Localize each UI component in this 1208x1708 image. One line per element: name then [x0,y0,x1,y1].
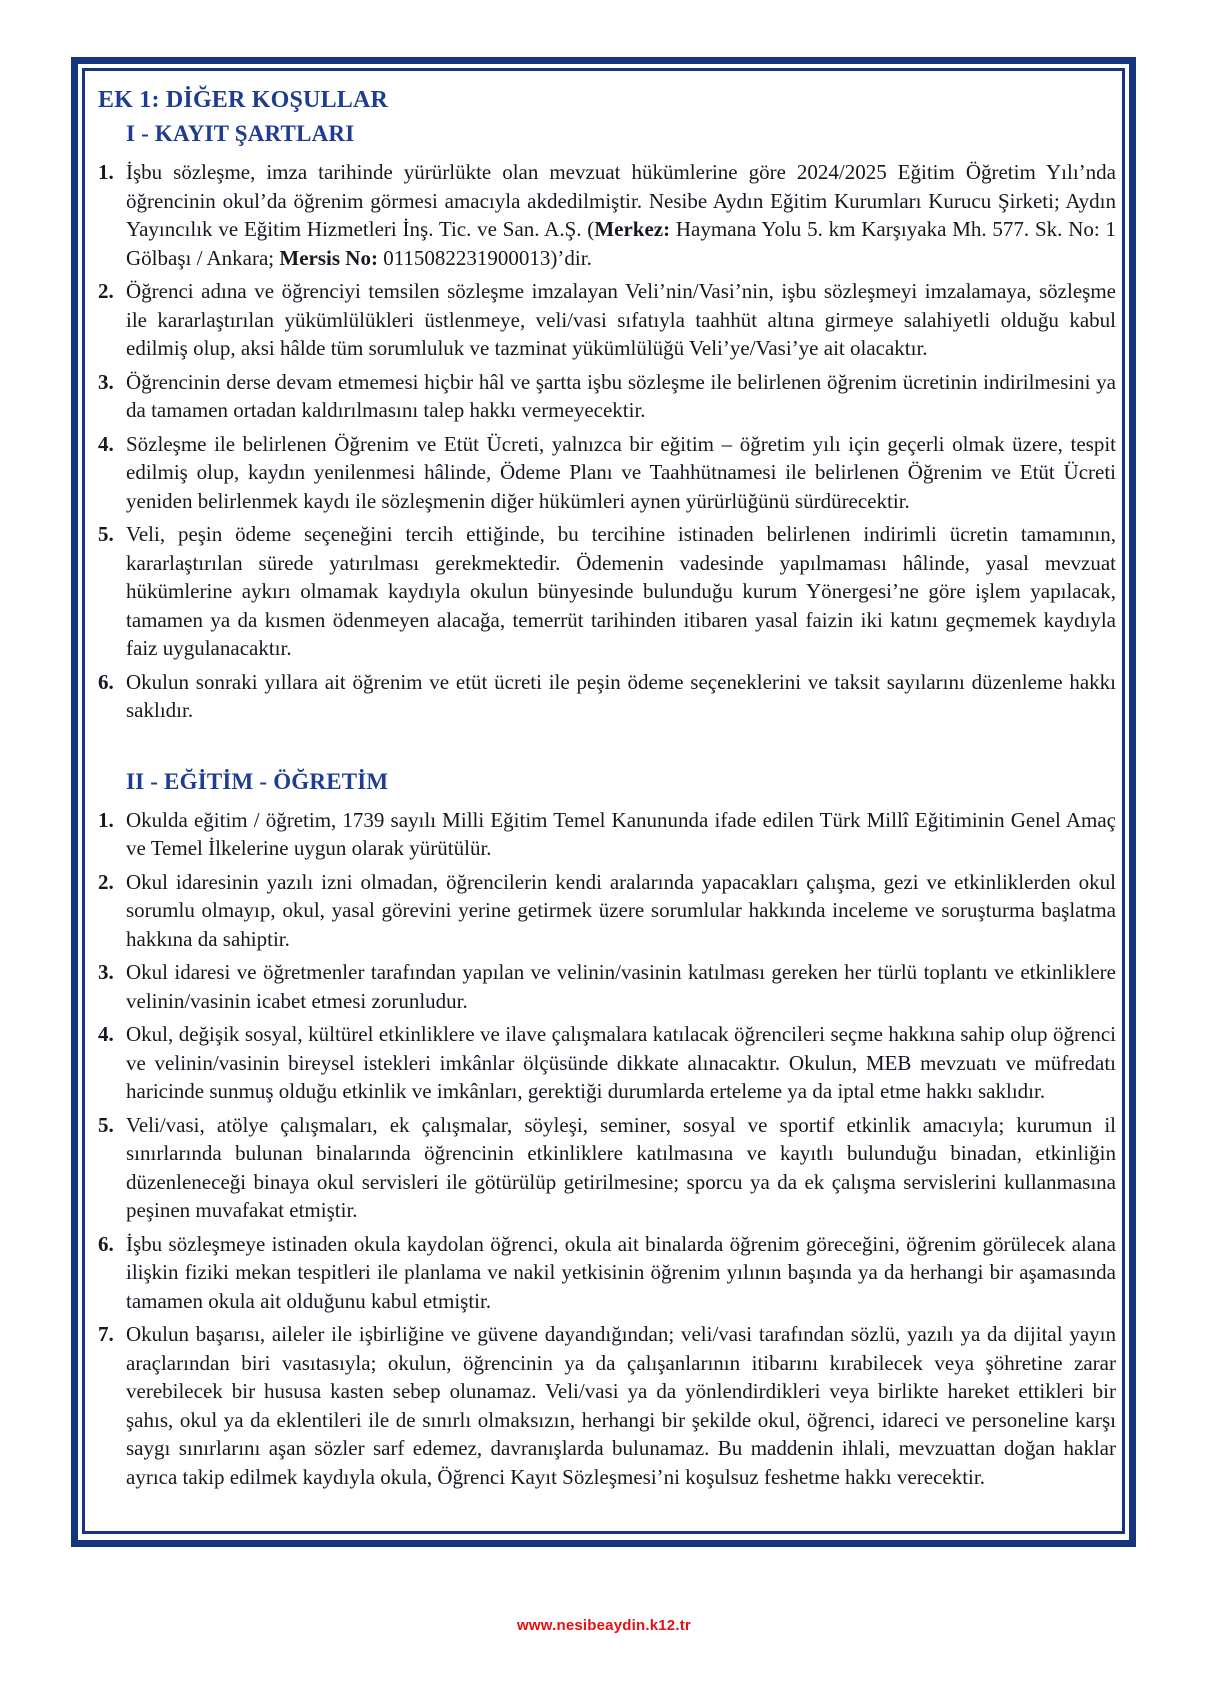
item-text [126,158,1116,272]
item-number: 2. [98,869,114,894]
section-kayit-sartlari [96,119,1116,725]
item-text: Sözleşme ile belirlenen Öğrenim ve Etüt Ücreti, yalnızca bir eğitim – öğretim yılı için geçerli olmak üzere, tespit edilmiş olup, kaydın yenilenmesi hâlinde, Ödeme Planı ve Taahhütnamesi ile belirlenen Öğrenim ve Etüt Ücreti yeniden belirlenmek kaydı ile sözleşmenin diğer hükümleri aynen yürürlüğünü sürdürecektir. [126,431,1116,513]
item-number: 3. [98,369,114,394]
item-text: Okul idaresi ve öğretmenler tarafından yapılan ve velinin/vasinin katılması gereken her türlü toplantı ve etkinliklere velinin/vasinin icabet etmesi zorunludur. [126,960,1116,1013]
item-number: 5. [98,1112,114,1137]
item-text: Okul idaresinin yazılı izni olmadan, öğrencilerin kendi aralarında yapacakları çalışma, gezi ve etkinliklerden okul sorumlu olmayıp, okul, yasal görevini yerine getirmek üzere sorumlular hakkında inceleme ve soruşturma başlatma hakkına da sahiptir. [126,869,1116,951]
list-item [96,1320,1116,1491]
item-text-bold-merkez: Merkez: [594,217,671,241]
item-text-part: İşbu sözleşme, imza tarihinde yürürlükte olan mevzuat hükümlerine göre 2024/2025 Eğitim Öğretim Yılı’nda öğrencinin okul’da öğrenim görmesi amacıyla akdedilmiştir. Nesibe Aydın Eğitim Kurumları Kurucu Şirketi; Aydın Yayıncılık ve Eğitim Hizmetleri İnş. Tic. ve San. A.Ş. ( [126,160,1116,241]
list-item [96,1230,1116,1316]
item-number: 3. [98,960,114,984]
item-number: 2. [98,279,114,303]
item-number: 4. [98,431,114,456]
item-number: 4. [98,1022,114,1046]
item-text: Okulda eğitim / öğretim, 1739 sayılı Milli Eğitim Temel Kanununda ifade edilen Türk Millî Eğitiminin Genel Amaç ve Temel İlkelerine uygun olarak yürütülür. [126,807,1116,860]
item-text: Veli, peşin ödeme seçeneğini tercih ettiğinde, bu tercihine istinaden belirlenen indirimli ücretin tamamının, kararlaştırılan sürede yatırılması gerekmektedir. Ödemenin vadesinde yapılmaması hâlinde, yasal mevzuat hükümlerine aykırı olmamak kaydıyla okulun bünyesinde bulunduğu kurum Yönergesi’ne göre işlem yapılacak, tamamen ya da kısmen ödenmeyen alacağa, temerrüt tarihinden itibaren yasal faizin iki katını geçmemek kaydıyla faiz uygulanacaktır. [126,522,1116,660]
item-text: Öğrencinin derse devam etmemesi hiçbir hâl ve şartta işbu sözleşme ile belirlenen öğrenim ücretinin indirilmesini ya da tamamen ortadan kaldırılmasını talep hakkı vermeyecektir. [126,369,1116,422]
list-item [96,806,1116,863]
item-number: 1. [98,807,114,832]
page-title: EK 1: DİĞER KOŞULLAR [98,87,389,113]
document-frame-inner [82,68,1125,1534]
item-number: 5. [98,522,114,546]
item-text: Okulun sonraki yıllara ait öğrenim ve etüt ücreti ile peşin ödeme seçeneklerini ve taksit sayılarını düzenleme hakkı saklıdır. [126,669,1116,722]
list-item [96,958,1116,1015]
list-item [96,368,1116,425]
list-item [96,868,1116,954]
footer-url: www.nesibeaydin.k12.tr [517,1617,691,1634]
item-number: 7. [98,1322,114,1346]
list-item [96,277,1116,363]
item-number: 1. [98,160,114,184]
section-heading-egitim: II - EĞİTİM - ÖĞRETİM [126,768,389,794]
section-heading-kayit: I - KAYIT ŞARTLARI [126,121,355,146]
list-item [96,520,1116,663]
list-item [96,1020,1116,1106]
item-text: Veli/vasi, atölye çalışmaları, ek çalışmalar, söyleşi, seminer, sosyal ve sportif etkinlik amacıyla; kurumun il sınırlarında bulunan binalarında öğrencinin etkinliklere katılmasına ve kayıtlı bulunduğu binadan, etkinliğin düzenleneceği binaya okul servisleri ile götürülüp getirilmesine; sporcu ya da ek çalışma servislerini kullanmasına peşinen muvafakat etmiştir. [126,1112,1116,1222]
item-text: İşbu sözleşmeye istinaden okula kaydolan öğrenci, okula ait binalarda öğrenim göreceğini, öğrenim görülecek alana ilişkin fiziki mekan tespitleri ile planlama ve nakil yetkisinin öğrenim yılının başında ya da herhangi bir aşamasında tamamen okula ait olduğunu kabul etmiştir. [126,1231,1116,1313]
document-frame [71,57,1136,1547]
item-number: 6. [98,669,114,694]
item-text-bold-mersis: Mersis No: [279,245,378,270]
item-text-part: Haymana Yolu 5. km Karşıyaka Mh. 577. Sk. No: 1 Gölbaşı / Ankara; [126,217,1116,270]
list-item [96,668,1116,725]
item-text: Okul, değişik sosyal, kültürel etkinliklere ve ilave çalışmalara katılacak öğrencileri seçme hakkına sahip olup öğrenci ve velinin/vasinin bireysel istekleri imkânlar ölçüsünde dikkate alınacaktır. Okulun, MEB mevzuatı ve müfredatı haricinde sunmuş olduğu etkinlik ve imkânları, gerektiği durumlarda erteleme ya da iptal etme hakkı saklıdır. [126,1022,1116,1103]
item-number: 6. [98,1231,114,1256]
list-item [96,1111,1116,1225]
list-item [96,430,1116,516]
page-footer [0,1617,1208,1635]
item-text: Öğrenci adına ve öğrenciyi temsilen sözleşme imzalayan Veli’nin/Vasi’nin, işbu sözleşmeyi imzalamaya, sözleşme ile kararlaştırılan yükümlülükleri üstlenmeye, veli/vasi sıfatıyla taahhüt altına girmeye salahiyetli olduğu kabul edilmiş olup, aksi hâlde tüm sorumluluk ve tazminat yükümlülüğü Veli’ye/Vasi’ye ait olacaktır. [126,279,1116,360]
section-egitim-ogretim [96,767,1116,1492]
list-item [96,158,1116,272]
item-text-part: 0115082231900013)’dir. [377,245,592,270]
item-text: Okulun başarısı, aileler ile işbirliğine ve güvene dayandığından; veli/vasi tarafından sözlü, yazılı ya da dijital yayın araçlarından biri vasıtasıyla; okulun, öğrencinin ya da çalışanlarının itibarını kırabilecek veya şöhretine zarar verebilecek bir hususa kasten sebep olunamaz. Veli/vasi ya da yönlendirdikleri veya birlikte hareket ettikleri bir şahıs, okul ya da eklentileri ile de sınırlı olmaksızın, herhangi bir şekilde okul, öğrenci, idareci ve personeline karşı saygı sınırlarını aşan sözler sarf edemez, davranışlarda bulunamaz. Bu maddenin ihlali, mevzuattan doğan haklar ayrıca takip edilmek kaydıyla okula, Öğrenci Kayıt Sözleşmesi’ni koşulsuz feshetme hakkı verecektir. [126,1322,1116,1489]
